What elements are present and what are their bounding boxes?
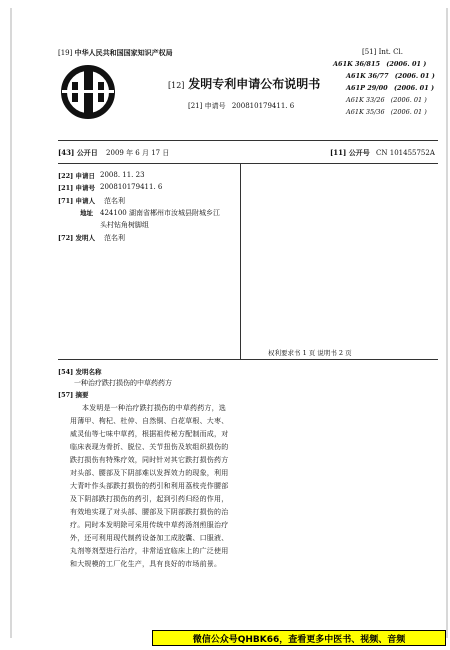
pub-number-label: [11] 公开号 [330,148,370,157]
wechat-promo-banner: 微信公众号QHBK66，查看更多中医书、视频、音频 [152,630,446,646]
country-name: 中华人民共和国国家知识产权局 [74,48,173,57]
abstract-label: [57] 摘要 [58,391,89,399]
bib-divider [58,163,438,164]
ipc-row-1 [333,60,426,68]
app-number-label: [21] 申请号 [58,184,95,192]
ipc-row-5 [346,108,427,116]
doc-type-line [168,75,320,92]
abstract-line: 疗。同时本发明除可采用传统中草药汤剂煎服治疗 [70,521,229,529]
claims-pages-info: 权利要求书 1 页 说明书 2 页 [268,349,352,357]
code-19: [19] [58,49,73,57]
ipc-date-1: (2006. 01 ) [386,60,427,68]
pub-date-value: 2009 年 6 月 17 日 [106,149,170,157]
header-divider [58,140,438,141]
abstract-line: 外，还可利用现代制药设备加工成胶囊、口服液、 [70,534,229,542]
pub-date-line [58,148,169,158]
inventor-label: [72] 发明人 [58,234,95,242]
code-21-label: [21] 申请号 [188,102,226,110]
address-label: 地址 [80,209,93,217]
filing-date-value: 2008. 11. 23 [100,171,145,179]
ipc-row-3 [346,84,434,92]
abstract-line: 临床表现为骨折、脱位、关节扭伤及软组织损伤的 [70,443,229,451]
ipc-row-2 [346,72,435,80]
page-right-edge [446,8,448,638]
abstract-top-divider [58,359,438,360]
sipo-emblem-logo [60,64,116,120]
filing-date-label: [22] 申请日 [58,172,95,180]
inventor-row [58,233,95,242]
header-country-line [58,48,173,58]
pub-number-value: CN 101455752A [376,149,435,157]
code-12: [12] [168,81,185,90]
column-divider [240,163,241,359]
address-line-2: 头村钻角树脚组 [100,221,149,229]
ipc-row-4 [346,96,427,104]
invention-title: 一种治疗跌打损伤的中草药药方 [74,379,172,387]
ipc-code-3: A61P 29/00 [346,84,388,92]
filing-date-row [58,171,95,180]
app-number-value: 200810179411. 6 [100,183,163,191]
applicant-label: [71] 申请人 [58,197,95,205]
abstract-line: 用薄甲、枸杞、杜仲、自然铜、白花草根、大枣、 [70,417,229,425]
abstract-line: 和大规模的工厂化生产，具有良好的市场前景。 [70,560,222,568]
ipc-code-5: A61K 35/36 [346,108,385,116]
abstract-line: 威灵仙等七味中草药，根据祖传秘方配制而成，对 [70,430,229,438]
ipc-date-5: (2006. 01 ) [390,108,427,116]
ipc-date-2: (2006. 01 ) [394,72,435,80]
abstract-line: 本发明是一种治疗跌打损伤的中草药药方，选 [82,404,226,412]
ipc-code-2: A61K 36/77 [346,72,389,80]
ipc-label: [51] Int. Cl. [362,48,403,56]
address-line-1: 424100 湖南省郴州市汝城县附城乡江 [100,209,220,217]
abstract-line: 有效地实现了对头部、腰部及下阴部跌打损伤的治 [70,508,229,516]
ipc-code-4: A61K 33/26 [346,96,385,104]
pub-number-line [330,148,435,158]
ipc-date-3: (2006. 01 ) [393,84,435,92]
ipc-date-4: (2006. 01 ) [390,96,427,104]
abstract-line: 及下阴部跌打损伤的药引，起到引药归经的作用， [70,495,229,503]
header-app-number: 200810179411. 6 [231,102,295,110]
applicant-value: 范名利 [104,197,125,205]
abstract-line: 大青叶作头部跌打损伤的药引和利用荔枝壳作腰部 [70,482,229,490]
doc-type-title: 发明专利申请公布说明书 [188,77,321,91]
header-app-number-line [188,101,294,111]
page-left-edge [10,8,12,638]
applicant-row [58,196,95,205]
ipc-code-1: A61K 36/815 [333,60,380,68]
pub-date-label: [43] 公开日 [58,148,98,157]
abstract-line: 丸剂等剂型进行治疗，非常适宜临床上的广泛使用 [70,547,229,555]
app-number-row [58,183,95,192]
abstract-line: 跌打损伤有特殊疗效，同时针对其它跌打损伤药方 [70,456,229,464]
inventor-value: 范名利 [104,234,125,242]
title-label: [54] 发明名称 [58,368,102,376]
abstract-line: 对头部、腰部及下阴部难以发挥效力的现象，利用 [70,469,229,477]
